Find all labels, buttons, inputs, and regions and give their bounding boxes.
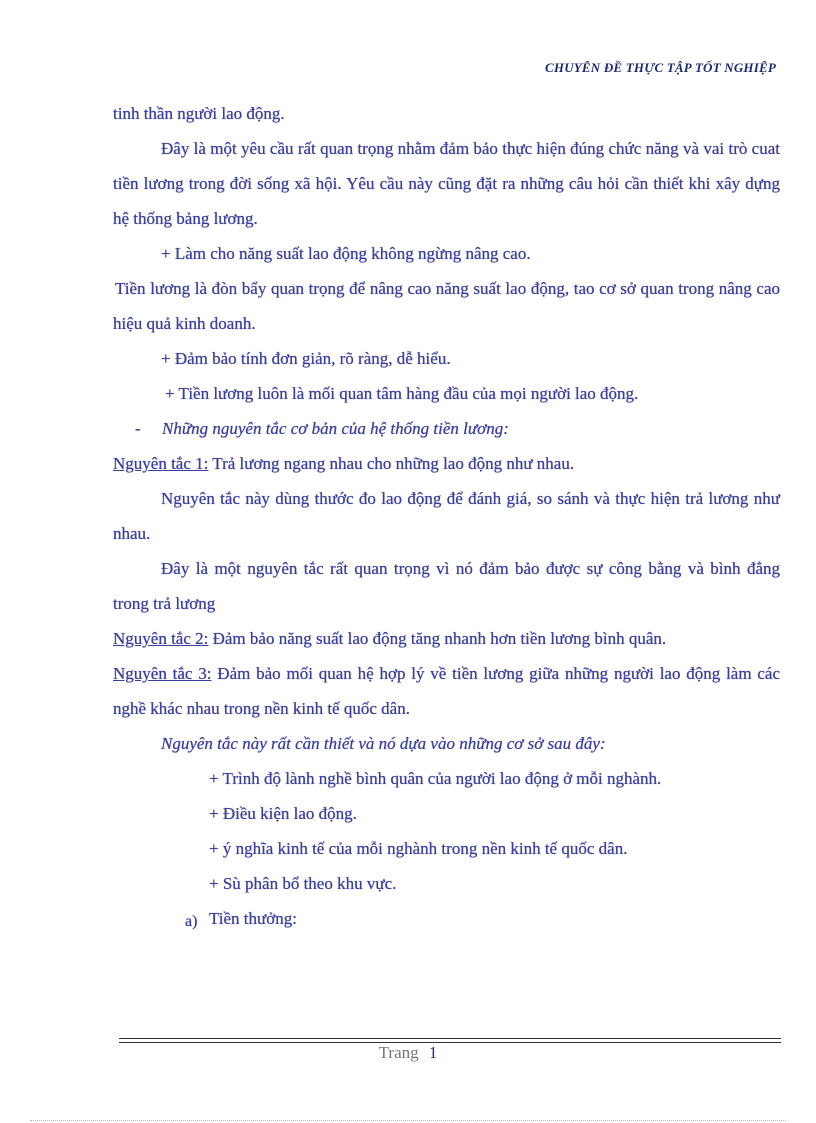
principle-3 bbox=[113, 656, 780, 726]
list-item: + Trình độ lành nghề bình quân của người lao động ở mỗi nghành. bbox=[209, 769, 662, 788]
subsection-marker: a) bbox=[185, 913, 198, 930]
document-body bbox=[113, 96, 780, 936]
list-item: + Đảm bảo tính đơn giản, rõ ràng, dễ hiểu. bbox=[161, 349, 451, 368]
principle-text: Đảm bảo năng suất lao động tăng nhanh hơn tiền lương bình quân. bbox=[208, 629, 667, 648]
principle-1 bbox=[113, 446, 780, 481]
list-item: + ý nghĩa kinh tế của mỗi nghành trong nền kinh tế quốc dân. bbox=[209, 839, 628, 858]
paragraph: Nguyên tắc này dùng thước đo lao động để đánh giá, so sánh và thực hiện trả lương như nhau. bbox=[113, 489, 780, 543]
dash-bullet: - bbox=[135, 419, 141, 438]
paragraph: Đây là một nguyên tắc rất quan trọng vì nó đảm bảo được sự công bằng và bình đẳng trong trả lương bbox=[113, 559, 780, 613]
subsection-title: Tiền thưởng: bbox=[209, 909, 297, 928]
subsection-heading bbox=[113, 901, 780, 936]
page-bottom-dotted-line bbox=[30, 1120, 786, 1121]
paragraph: tinh thần người lao động. bbox=[113, 104, 285, 123]
principle-label: Nguyên tắc 1: bbox=[113, 454, 209, 473]
list-item: + Sù phân bổ theo khu vực. bbox=[209, 874, 397, 893]
paragraph: Đây là một yêu cầu rất quan trọng nhằm đảm bảo thực hiện đúng chức năng và vai trò cuat tiền lương trong đời sống xã hội. Yêu cầu này cũng đặt ra những câu hỏi cần thiết khi xây dựng hệ thống bảng lương. bbox=[113, 139, 780, 228]
principle-text: Trả lương ngang nhau cho những lao động như nhau. bbox=[208, 454, 575, 473]
principle-2 bbox=[113, 621, 780, 656]
page-footer bbox=[0, 1043, 816, 1063]
list-item: + Điều kiện lao động. bbox=[209, 804, 357, 823]
principle-label: Nguyên tắc 2: bbox=[113, 629, 209, 648]
list-item: + Làm cho năng suất lao động không ngừng nâng cao. bbox=[161, 244, 531, 263]
section-heading-principles bbox=[113, 411, 780, 446]
page-number: 1 bbox=[428, 1043, 438, 1062]
footer-label: Trang bbox=[378, 1043, 419, 1062]
footer-rule bbox=[119, 1038, 781, 1039]
principle-text: Đảm bảo mối quan hệ hợp lý về tiền lương giữa những người lao động làm các nghề khác nhau trong nền kinh tế quốc dân. bbox=[113, 664, 781, 718]
list-item: + Tiền lương luôn là mối quan tâm hàng đầu của mọi người lao động. bbox=[165, 384, 639, 403]
paragraph: Tiền lương là đòn bẩy quan trọng để nâng cao năng suất lao động, tao cơ sở quan trong nâng cao hiệu quả kinh doanh. bbox=[113, 279, 780, 333]
page-header-title: CHUYÊN ĐỀ THỰC TẬP TỐT NGHIỆP bbox=[545, 60, 776, 75]
section-heading-text: Những nguyên tắc cơ bản của hệ thống tiền lương: bbox=[162, 419, 509, 438]
paragraph-italic: Nguyên tắc này rất cần thiết và nó dựa vào những cơ sở sau đây: bbox=[161, 734, 606, 753]
principle-label: Nguyên tắc 3: bbox=[113, 664, 212, 683]
